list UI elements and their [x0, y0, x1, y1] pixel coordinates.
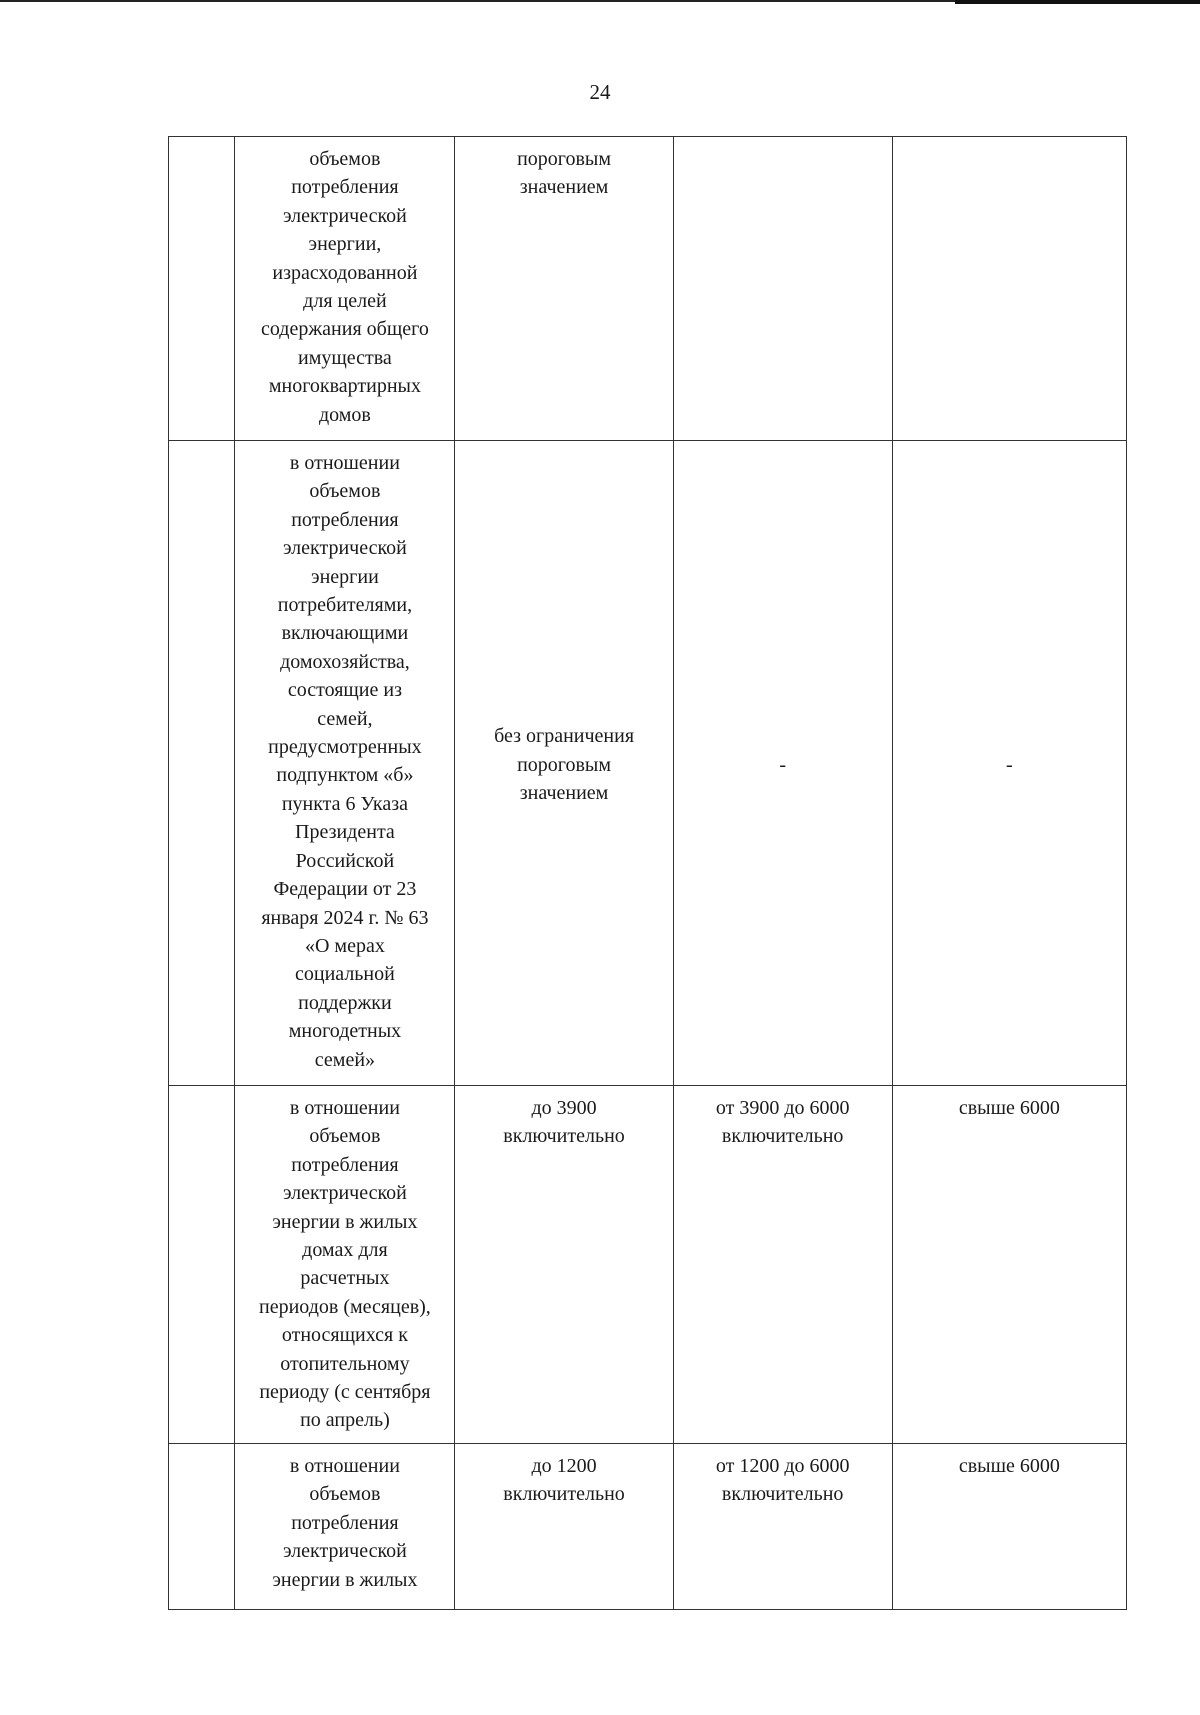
range-1-text: пороговым значением: [517, 148, 612, 199]
tariff-table: [168, 136, 1127, 1610]
page-number: 24: [589, 80, 611, 104]
range-2-cell: [673, 1444, 892, 1610]
range-3-text: -: [1006, 753, 1013, 776]
description-cell: [235, 441, 455, 1086]
row-number-cell: [169, 1086, 235, 1444]
range-1-text: до 3900 включительно: [503, 1097, 625, 1148]
range-3-text: свыше 6000: [958, 1097, 1060, 1119]
range-2-text: от 3900 до 6000 включительно: [715, 1097, 850, 1148]
range-2-cell: [673, 1086, 892, 1444]
table-row: [169, 441, 1127, 1086]
description-cell: [235, 137, 455, 441]
row-number-cell: [169, 137, 235, 441]
description-text: в отношении объемов потребления электрической энергии в жилых домах для расчетных периодов (месяцев), относящихся к отопительному периоду (с сентября по апрель): [259, 1097, 431, 1432]
range-1-text: до 1200 включительно: [503, 1455, 625, 1506]
range-3-text: свыше 6000: [958, 1455, 1060, 1477]
table-row: [169, 1444, 1127, 1610]
table-row: [169, 137, 1127, 441]
range-1-text: без ограничения пороговым значением: [494, 725, 635, 805]
range-3-cell: [892, 441, 1126, 1086]
top-edge-rule-thick: [955, 0, 1200, 4]
range-3-cell: [892, 1086, 1126, 1444]
range-2-cell: [673, 137, 892, 441]
description-text: объемов потребления электрической энергии, израсходованной для целей содержания общего имущества многоквартирных домов: [261, 148, 429, 426]
range-2-cell: [673, 441, 892, 1086]
description-cell: [235, 1086, 455, 1444]
range-2-text: от 1200 до 6000 включительно: [715, 1455, 850, 1506]
range-1-cell: [455, 1086, 673, 1444]
range-3-cell: [892, 1444, 1126, 1610]
range-3-cell: [892, 137, 1126, 441]
range-1-cell: [455, 1444, 673, 1610]
row-number-cell: [169, 1444, 235, 1610]
description-text: в отношении объемов потребления электрической энергии в жилых: [272, 1455, 418, 1591]
range-1-cell: [455, 441, 673, 1086]
table-row: [169, 1086, 1127, 1444]
range-2-text: -: [779, 753, 787, 776]
range-1-cell: [455, 137, 673, 441]
row-number-cell: [169, 441, 235, 1086]
description-cell: [235, 1444, 455, 1610]
description-text: в отношении объемов потребления электрической энергии потребителями, включающими домохозяйства, состоящие из семей, предусмотренных подпунктом «б» пункта 6 Указа Президента Российской Федерации от 23 января 2024 г. № 63 «О мерах социальной поддержки многодетных семей»: [261, 452, 429, 1071]
